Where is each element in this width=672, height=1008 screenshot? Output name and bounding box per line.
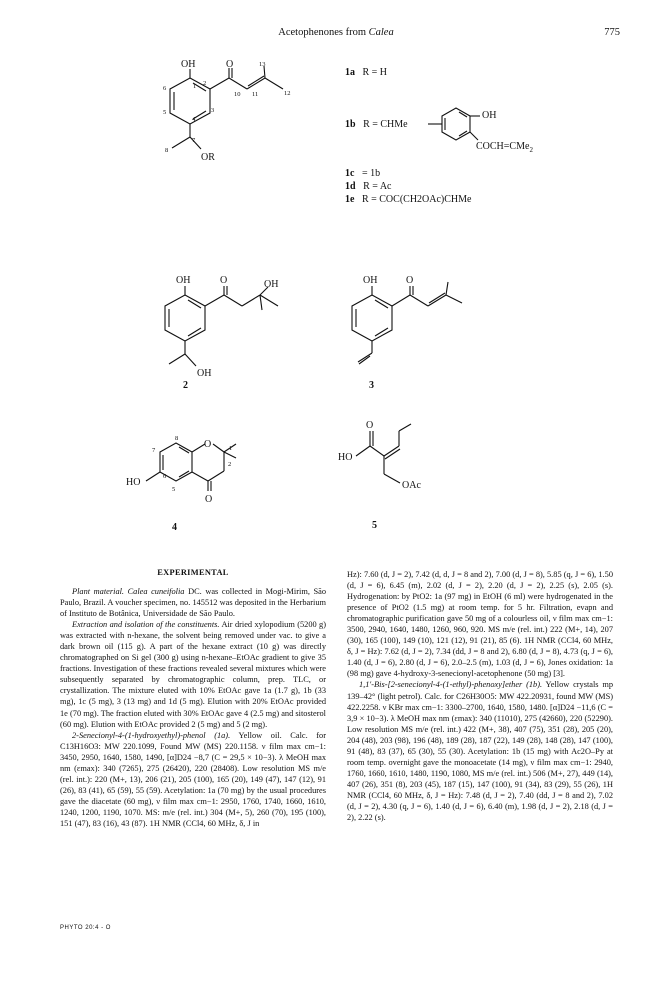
locant: 10 (234, 91, 241, 98)
locant: 5 (163, 109, 167, 116)
atom-o: O (220, 275, 228, 286)
locant: 2 (228, 461, 232, 468)
rgroup-1b: 1b R = CHMe (345, 119, 408, 130)
compound-number: 3 (369, 380, 374, 391)
rgroup-1e: 1e R = COC(CH2OAc)CHMe (345, 194, 472, 205)
locant: 1 (229, 445, 233, 452)
atom-o: O (205, 494, 213, 505)
atom-oh: OH (264, 279, 279, 290)
locant: 4 (192, 116, 196, 123)
atom-oh: OH (197, 368, 212, 379)
atom-o: O (366, 420, 374, 431)
atom-oh: OH (176, 275, 191, 286)
atom-oac: OAc (402, 480, 421, 491)
rgroup-1d: 1d R = Ac (345, 181, 392, 192)
page-number: 775 (604, 27, 620, 38)
locant: 6 (163, 473, 167, 480)
left-column (60, 586, 326, 829)
atom-or: OR (201, 152, 215, 163)
locant: 2 (203, 80, 207, 87)
paragraph: Hz): 7.60 (d, J = 2), 7.42 (d, d, J = 8 and 2), 7.00 (d, J = 8), 5.85 (q, J = 6), 1.50 (d, J = 6), 6.45 (m), 2.02 (d, J = 2), 2.20 (d, J = 2), 2.25 (s), 2.05 (s). Hydrogenation: by PtO2: 1a (97 mg) in EtOH (6 ml) were hydrogenated in the presence of PtO2 (1.5 mg) at room temp. for 5 hr. Filtration, evapn and chromatographic purification gave 50 mg of a colourless oil, ν film max cm−1: 3500, 2940, 1640, 1480, 1260, 960, 920. MS m/e (rel. int.) 222 (M+, 14), 207 (30), 165 (100), 149 (10), 121 (12), 91 (21), 85 (6). 1H NMR (CCl4, 60 MHz, δ, J = Hz): 7.62 (d, J = 2), 7.34 (dd, J = 8 and 2), 6.80 (d, J = 8), 4.73 (q, J = 6), 1.40 (d, J = 6), 2.80 (d, J = 6), 2.0–2.5 (m), 1.03 (d, J = 6), Jones oxidation: 1a (98 mg) gave 4-hydroxy-3-senecionyl-acetophenone (50 mg) [3]. (347, 570, 613, 679)
locant: 1 (193, 83, 197, 90)
atom-oh: OH (482, 110, 497, 121)
locant: 7 (152, 447, 156, 454)
paragraph: Extraction and isolation of the constituents. Air dried xylopodium (5200 g) was extracted with n-hexane, the solvent being removed under vac. to give a dark brown oil (115 g). A part of the hexane extract (10 g) was directly chromatographed on Si gel (300 g) using n-hexane–EtOAc gradient to give 35 fractions. Investigation of these fractions revealed several mixtures which were subsequently separated by chromatographic column, prep. TLC, or crystallization. The mixture eluted with 10% EtOAc gave 1a (1.7 g), 1b (33 mg), 1c (5 mg), 3 (13 mg) and 1d (5 mg). Elution with 20% EtOAc provided 1e (70 mg). The fraction eluted with 30% EtOAc gave 4 (2.5 mg) and sitosterol (60 mg). Elution with EtOAc provided 2 (5 mg) and 5 (2 mg). (60, 620, 326, 729)
paragraph: Plant material. Calea cuneifolia DC. was collected in Mogi-Mirim, São Paulo, Brazil. A voucher specimen, no. 145512 was deposited in the Herbarium of Instituto de Botânica, Universidade de São Paulo. (60, 587, 326, 619)
rgroup-1b-acyl: COCH=CMe$_2$ (476, 141, 533, 154)
paragraph: 2-Senecionyl-4-(1-hydroxyethyl)-phenol (1a). Yellow oil. Calc. for C13H16O3: MW 220.1099, Found MW (MS) 220.1158. ν film max cm−1: 3450, 2950, 1640, 1580, 1490, [α]D24 −8,7 (C = 29,5 × 10−3). λ MeOH max nm (εmax): 340 (7265), 275 (26420), 220 (28408). Low resolution MS m/e (rel. int.): 220 (M+, 13), 206 (21), 205 (100), 165 (20), 149 (47), 147 (12), 91 (26), 83 (41), 65 (59), 55 (59). Acetylation: 1a (70 mg) by the usual procedures gave the diacetate (60 mg), ν film max cm−1: 2950, 1760, 1740, 1660, 1610, 1240, 1200, 1190, 1070. MS: m/e (rel. int.) 304 (M+, 5), 260 (70), 195 (100), 151 (47), 83 (16), 43 (87). 1H NMR (CCl4, 60 MHz, δ, J in (60, 730, 326, 828)
atom-oh: OH (181, 59, 196, 70)
locant: 5 (172, 486, 176, 493)
paragraph: 1,1′-Bis-[2-senecionyl-4-(1-ethyl)-phenoxy]ether (1b). Yellow crystals mp 139–42° (light petrol). Calc. for C26H30O5: MW 422.20931, found MW (MS) 422.2258. ν KBr max cm−1: 3300–2700, 1640, 1580, 1480. [α]D24 −11,6 (C = 3,9 × 10−3). λ MeOH max nm (εmax): 340 (11010), 275 (42660), 220 (52290). Low resolution MS m/e (rel. int.) 422 (M+, 38), 407 (75), 351 (28), 205 (20), 204 (48), 203 (98), 196 (48), 189 (28), 187 (22), 149 (28), 148 (28), 147 (100), 91 (48), 83 (37), 65 (30), 55 (30). Acetylation: 1b (15 mg) with Ac2O–Py at room temp. overnight gave the monoacetate (14 mg), ν film max cm−1: 2940, 1760, 1660, 1610, 1480, 1190, 1080, MS m/e (rel. int.) 506 (M+, 27), 449 (14), 407 (26), 351 (8), 203 (45), 187 (15), 147 (100), 91 (34), 83 (29), 55 (26), 1H NMR (CCl4, 60 MHz, δ, J = Hz): 7.48 (d, J = 2), 7.40 (dd, J = 8 and 2), 7.02 (d, J = 2), 4.30 (q, J = 6), 1.40 (d, J = 6), 6.40 (m), 1.98 (d, J = 2), 2.18 (d, J = 2), 2.22 (s). (347, 680, 614, 823)
rgroup-1a: 1a R = H (345, 67, 388, 78)
running-title: Acetophenones from Calea (278, 27, 394, 38)
atom-ho: HO (338, 452, 353, 463)
atom-o: O (226, 59, 234, 70)
right-column (347, 569, 613, 823)
compound-number: 4 (172, 522, 177, 533)
locant: 3 (211, 107, 215, 114)
atom-o: O (406, 275, 414, 286)
locant: 8 (175, 435, 179, 442)
compound-number: 5 (372, 520, 377, 531)
locant: 13 (259, 61, 266, 68)
atom-ho: HO (126, 477, 141, 488)
section-heading: EXPERIMENTAL (157, 568, 229, 577)
locant: 11 (252, 91, 259, 98)
compound-number: 2 (183, 380, 188, 391)
footer-code: PHYTO 20:4 - O (60, 925, 111, 931)
atom-oh: OH (363, 275, 378, 286)
locant: 7 (192, 137, 196, 144)
rgroup-1c: 1c = 1b (345, 168, 381, 179)
locant: 8 (165, 147, 169, 154)
atom-o: O (204, 439, 212, 450)
locant: 12 (284, 90, 291, 97)
locant: 6 (163, 85, 167, 92)
